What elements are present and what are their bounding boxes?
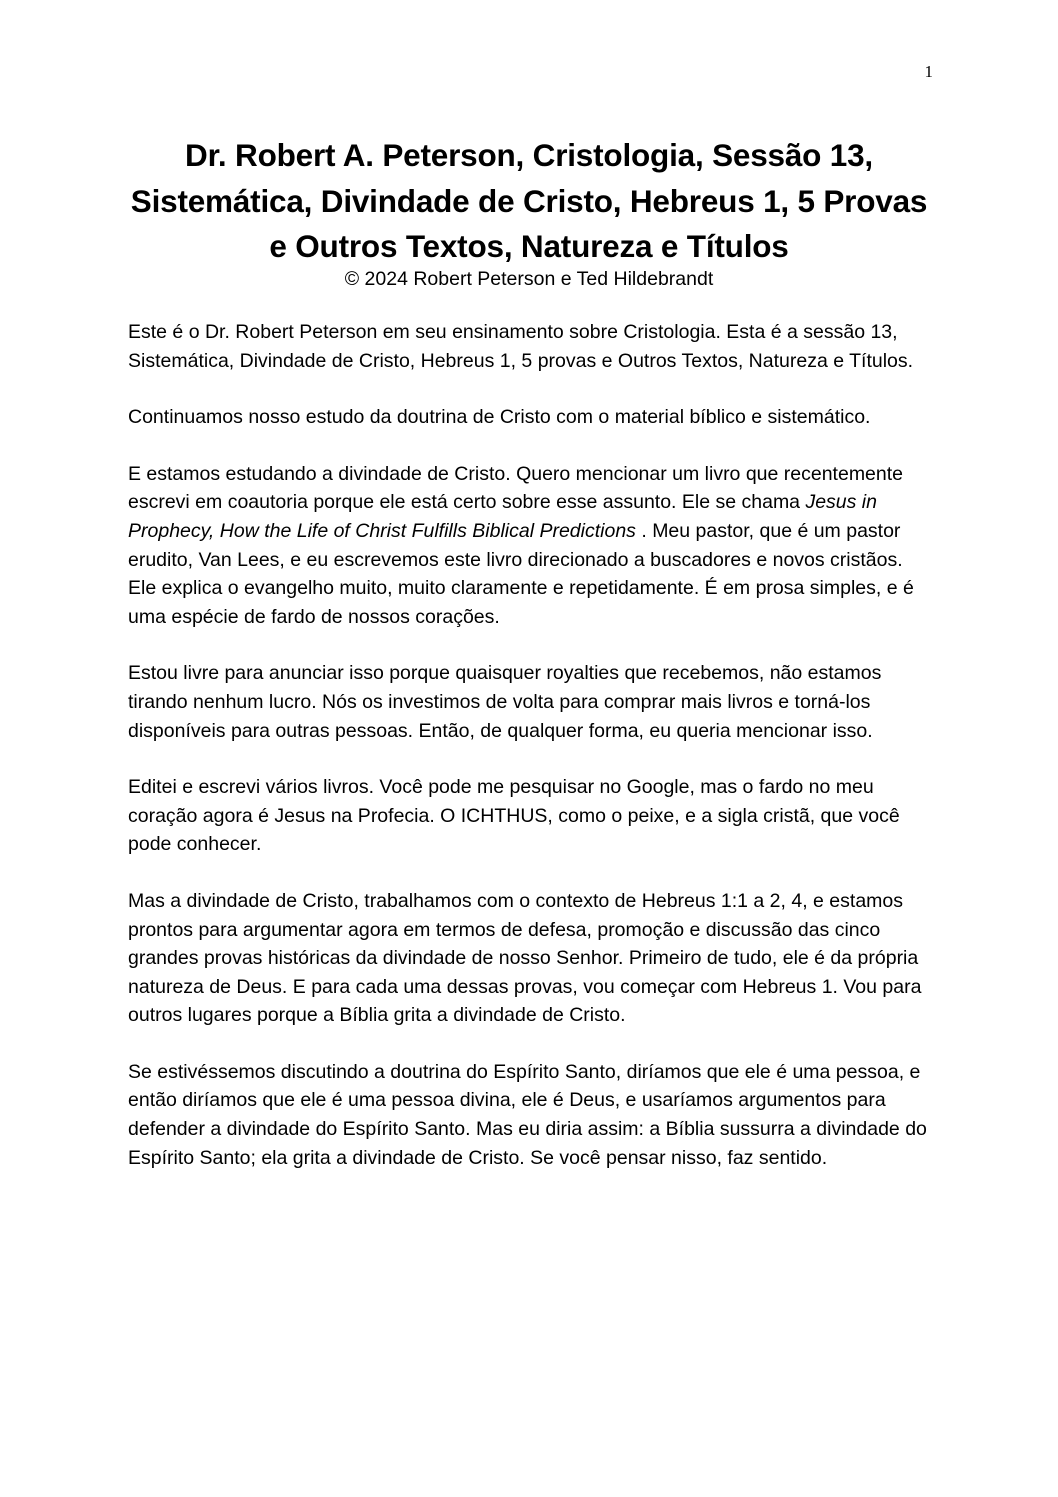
document-header — [128, 133, 930, 291]
paragraph-continuation: Continuamos nosso estudo da doutrina de Cristo com o material bíblico e sistemático. — [128, 406, 871, 429]
paragraph-book-mention — [128, 460, 932, 632]
paragraph-holy-spirit: Se estivéssemos discutindo a doutrina do Espírito Santo, diríamos que ele é uma pessoa, e então diríamos que ele é uma pessoa divina, ele é Deus, e usaríamos argumentos para defender a divindade do Espírito Santo. Mas eu diria assim: a Bíblia sussurra a divindade do Espírito Santo; ela grita a divindade de Cristo. Se você pensar nisso, faz sentido. — [128, 1060, 927, 1169]
paragraph-text: . Meu pastor, que é um pastor erudito, Van Lees, e eu escrevemos este livro direcionado a buscadores e novos cristãos. Ele explica o evangelho muito, muito claramente e repetidamente. É em prosa simples, e é uma espécie de fardo de nossos corações. — [128, 519, 914, 628]
paragraph-text: E estamos estudando a divindade de Cristo. Quero mencionar um livro que recentemente escrevi em coautoria porque ele está certo sobre esse assunto. Ele se chama — [128, 462, 904, 514]
page-number: 1 — [924, 62, 933, 81]
copyright-line: © 2024 Robert Peterson e Ted Hildebrandt — [344, 267, 714, 290]
paragraph-royalties: Estou livre para anunciar isso porque quaisquer royalties que recebemos, não estamos tirando nenhum lucro. Nós os investimos de volta para comprar mais livros e torná-los disponíveis para outras pessoas. Então, de qualquer forma, eu queria mencionar isso. — [128, 662, 882, 742]
paragraph-books: Editei e escrevi vários livros. Você pode me pesquisar no Google, mas o fardo no meu coração agora é Jesus na Profecia. O ICHTHUS, como o peixe, e a sigla cristã, que você pode conhecer. — [128, 776, 900, 856]
document-title: Dr. Robert A. Peterson, Cristologia, Sessão 13, Sistemática, Divindade de Cristo, Hebreus 1, 5 Provas e Outros Textos, Natureza e Títulos — [130, 137, 928, 264]
document-body — [128, 318, 932, 1200]
paragraph-intro: Este é o Dr. Robert Peterson em seu ensinamento sobre Cristologia. Esta é a sessão 13, Sistemática, Divindade de Cristo, Hebreus 1, 5 provas e Outros Textos, Natureza e Títulos. — [128, 321, 914, 372]
book-title: Jesus in Prophecy, How the Life of Christ Fulfills Biblical Predictions — [128, 491, 877, 542]
paragraph-divinity-proofs: Mas a divindade de Cristo, trabalhamos com o contexto de Hebreus 1:1 a 2, 4, e estamos prontos para argumentar agora em termos de defesa, promoção e discussão das cinco grandes provas históricas da divindade de nosso Senhor. Primeiro de tudo, ele é da própria natureza de Deus. E para cada uma dessas provas, vou começar com Hebreus 1. Vou para outros lugares porque a Bíblia grita a divindade de Cristo. — [128, 889, 922, 1027]
